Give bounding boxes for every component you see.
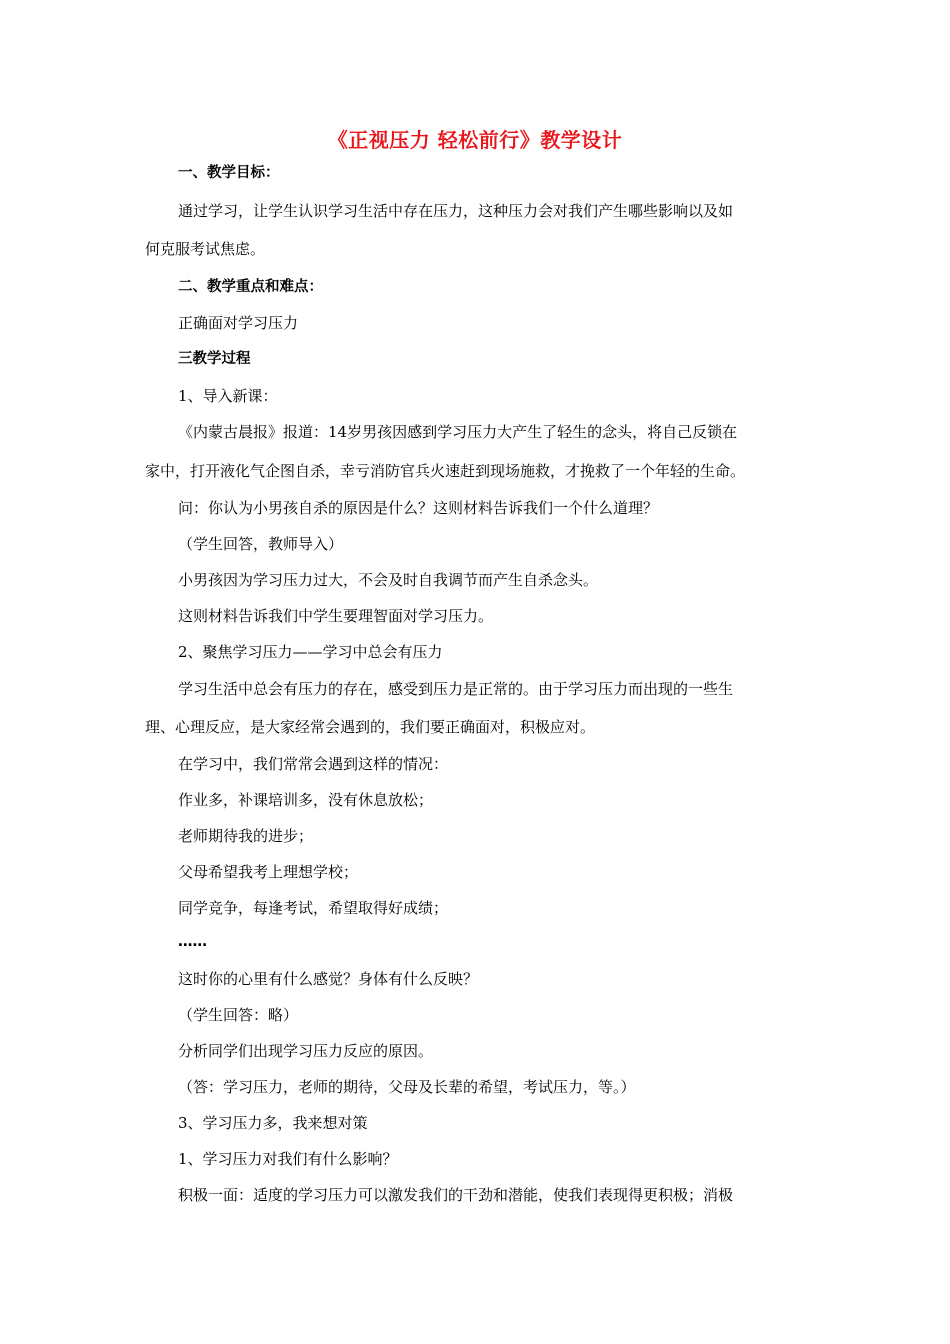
- list-item: 父母希望我考上理想学校；: [178, 863, 359, 881]
- list-item: 老师期待我的进步；: [178, 827, 314, 845]
- paragraph-line: 1、学习压力对我们有什么影响？: [178, 1150, 398, 1168]
- paragraph-line: 在学习中，我们常常会遇到这样的情况：: [178, 755, 449, 773]
- document-title: 《正视压力 轻松前行》教学设计: [327, 128, 623, 152]
- paragraph-line: 1、导入新课：: [178, 387, 278, 405]
- paragraph-line: 学习生活中总会有压力的存在，感受到压力是正常的。由于学习压力而出现的一些生: [178, 680, 734, 698]
- list-item: 同学竞争，每逢考试，希望取得好成绩；: [178, 899, 449, 917]
- ellipsis: ……: [178, 934, 207, 950]
- section-heading-objectives: 一、教学目标：: [178, 165, 280, 181]
- paragraph-line: （学生回答，教师导入）: [178, 535, 344, 553]
- paragraph-line: 理、心理反应，是大家经常会遇到的，我们要正确面对，积极应对。: [145, 718, 596, 736]
- section-heading-process: 三教学过程: [178, 351, 251, 367]
- paragraph-line: （答：学习压力，老师的期待，父母及长辈的希望，考试压力，等。）: [178, 1078, 636, 1096]
- paragraph-line: 何克服考试焦虑。: [145, 240, 266, 258]
- paragraph-line: 3、学习压力多，我来想对策: [178, 1114, 368, 1132]
- paragraph-line: 问：你认为小男孩自杀的原因是什么？这则材料告诉我们一个什么道理？: [178, 499, 659, 517]
- list-item: 作业多，补课培训多，没有休息放松；: [178, 791, 434, 809]
- paragraph-line: （学生回答：略）: [178, 1006, 299, 1024]
- paragraph-line: 积极一面：适度的学习压力可以激发我们的干劲和潜能，使我们表现得更积极；消极: [178, 1186, 734, 1204]
- paragraph-line: 分析同学们出现学习压力反应的原因。: [178, 1042, 434, 1060]
- paragraph-line: 《内蒙古晨报》报道：14岁男孩因感到学习压力大产生了轻生的念头，将自己反锁在: [178, 423, 738, 441]
- paragraph-line: 小男孩因为学习压力过大，不会及时自我调节而产生自杀念头。: [178, 571, 599, 589]
- paragraph-line: 这时你的心里有什么感觉？身体有什么反映？: [178, 970, 479, 988]
- paragraph-line: 通过学习，让学生认识学习生活中存在压力，这种压力会对我们产生哪些影响以及如: [178, 202, 734, 220]
- paragraph-line: 这则材料告诉我们中学生要理智面对学习压力。: [178, 607, 494, 625]
- paragraph-line: 家中，打开液化气企图自杀，幸亏消防官兵火速赶到现场施救，才挽救了一个年轻的生命。: [145, 462, 746, 480]
- paragraph-line: 2、聚焦学习压力——学习中总会有压力: [178, 643, 443, 661]
- section-heading-key-points: 二、教学重点和难点：: [178, 279, 323, 295]
- paragraph-line: 正确面对学习压力: [178, 314, 299, 332]
